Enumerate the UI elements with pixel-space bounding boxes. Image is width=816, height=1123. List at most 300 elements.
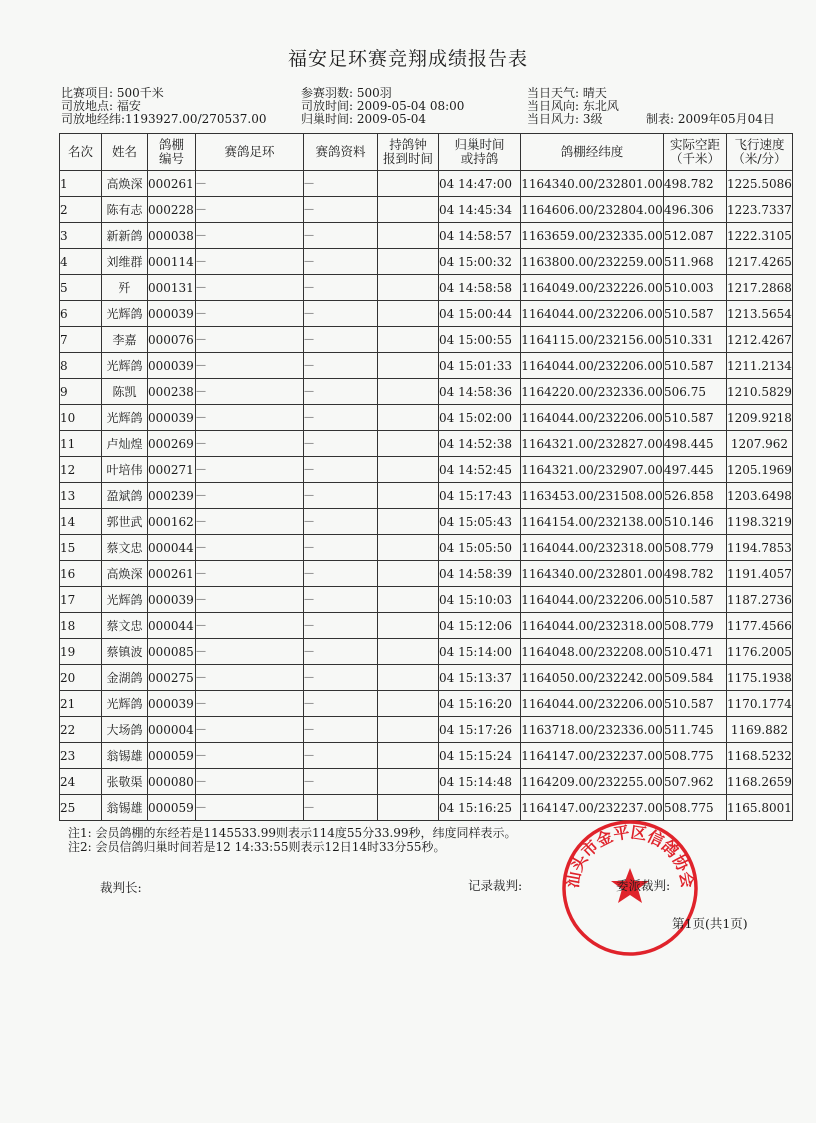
cell-ring: — (196, 691, 304, 717)
cell-clock (378, 717, 439, 743)
cell-loft: 000059 (148, 795, 196, 821)
cell-ring: — (196, 639, 304, 665)
cell-clock (378, 327, 439, 353)
cell-rank: 15 (60, 535, 102, 561)
cell-ring: — (196, 275, 304, 301)
seal-text: 汕头市金平区信鸽协会 (562, 822, 698, 890)
table-row (60, 795, 793, 821)
cell-info: — (304, 795, 378, 821)
cell-name: 卢灿煌 (102, 431, 148, 457)
cell-rank: 19 (60, 639, 102, 665)
cell-speed: 1207.962 (727, 431, 793, 457)
table-row (60, 275, 793, 301)
table-row (60, 405, 793, 431)
cell-info: — (304, 691, 378, 717)
cell-loft: 000039 (148, 301, 196, 327)
cell-loft: 000228 (148, 197, 196, 223)
table-row (60, 353, 793, 379)
cell-speed: 1209.9218 (727, 405, 793, 431)
table-row (60, 483, 793, 509)
cell-dist: 509.584 (664, 665, 727, 691)
cell-dist: 497.445 (664, 457, 727, 483)
cell-ring: — (196, 509, 304, 535)
meta-release-time: 司放时间: 2009-05-04 08:00 (301, 99, 465, 113)
cell-ring: — (196, 249, 304, 275)
cell-arrival: 04 14:52:45 (439, 457, 521, 483)
cell-clock (378, 587, 439, 613)
cell-clock (378, 613, 439, 639)
cell-rank: 21 (60, 691, 102, 717)
dispatch-label: 委派裁判: (616, 878, 671, 893)
table-row (60, 457, 793, 483)
cell-ring: — (196, 327, 304, 353)
cell-arrival: 04 14:52:38 (439, 431, 521, 457)
cell-coords: 1164147.00/232237.00 (521, 795, 664, 821)
cell-dist: 498.445 (664, 431, 727, 457)
cell-speed: 1217.4265 (727, 249, 793, 275)
cell-coords: 1164321.00/232827.00 (521, 431, 664, 457)
meta-release-place: 司放地点: 福安 (61, 99, 141, 113)
cell-ring: — (196, 561, 304, 587)
cell-ring: — (196, 431, 304, 457)
cell-name: 光辉鸽 (102, 587, 148, 613)
note-1: 注1: 会员鸽棚的东经若是1145533.99则表示114度55分33.99秒，纬度同样表示。 (68, 826, 517, 840)
cell-clock (378, 301, 439, 327)
table-row (60, 665, 793, 691)
table-row (60, 613, 793, 639)
cell-ring: — (196, 353, 304, 379)
cell-rank: 13 (60, 483, 102, 509)
cell-loft: 000080 (148, 769, 196, 795)
cell-name: 金湖鸽 (102, 665, 148, 691)
cell-coords: 1164115.00/232156.00 (521, 327, 664, 353)
cell-ring: — (196, 587, 304, 613)
cell-rank: 7 (60, 327, 102, 353)
meta-entries: 参赛羽数: 500羽 (301, 86, 392, 100)
cell-dist: 510.587 (664, 353, 727, 379)
cell-speed: 1176.2005 (727, 639, 793, 665)
cell-ring: — (196, 613, 304, 639)
cell-ring: — (196, 717, 304, 743)
cell-clock (378, 249, 439, 275)
cell-rank: 6 (60, 301, 102, 327)
cell-arrival: 04 15:10:03 (439, 587, 521, 613)
cell-dist: 508.775 (664, 795, 727, 821)
cell-arrival: 04 15:05:50 (439, 535, 521, 561)
cell-dist: 508.775 (664, 743, 727, 769)
header-info: 赛鸽资料 (304, 134, 378, 171)
cell-coords: 1164044.00/232206.00 (521, 301, 664, 327)
header-arrival: 归巢时间 或持鸽 (439, 134, 521, 171)
cell-speed: 1203.6498 (727, 483, 793, 509)
cell-rank: 10 (60, 405, 102, 431)
cell-info: — (304, 665, 378, 691)
cell-clock (378, 171, 439, 197)
cell-name: 歼 (102, 275, 148, 301)
cell-info: — (304, 509, 378, 535)
header-coords: 鸽棚经纬度 (521, 134, 664, 171)
cell-rank: 24 (60, 769, 102, 795)
cell-dist: 510.587 (664, 405, 727, 431)
cell-info: — (304, 483, 378, 509)
cell-name: 盈斌鸽 (102, 483, 148, 509)
cell-speed: 1223.7337 (727, 197, 793, 223)
header-clock: 持鸽钟 报到时间 (378, 134, 439, 171)
table-row (60, 223, 793, 249)
cell-dist: 511.745 (664, 717, 727, 743)
cell-dist: 510.587 (664, 301, 727, 327)
header-loft: 鸽棚 编号 (148, 134, 196, 171)
cell-ring: — (196, 795, 304, 821)
cell-name: 叶培伟 (102, 457, 148, 483)
cell-dist: 510.587 (664, 587, 727, 613)
cell-info: — (304, 639, 378, 665)
cell-clock (378, 379, 439, 405)
cell-coords: 1164340.00/232801.00 (521, 171, 664, 197)
cell-dist: 512.087 (664, 223, 727, 249)
cell-info: — (304, 353, 378, 379)
meta-weather: 当日天气: 晴天 (527, 86, 607, 100)
cell-clock (378, 535, 439, 561)
cell-arrival: 04 14:47:00 (439, 171, 521, 197)
cell-info: — (304, 743, 378, 769)
cell-info: — (304, 223, 378, 249)
cell-arrival: 04 14:58:58 (439, 275, 521, 301)
cell-rank: 2 (60, 197, 102, 223)
cell-loft: 000039 (148, 587, 196, 613)
cell-name: 翁锡雄 (102, 743, 148, 769)
cell-clock (378, 639, 439, 665)
cell-coords: 1164044.00/232318.00 (521, 535, 664, 561)
cell-clock (378, 197, 439, 223)
cell-loft: 000275 (148, 665, 196, 691)
cell-arrival: 04 15:17:26 (439, 717, 521, 743)
cell-name: 蔡镇波 (102, 639, 148, 665)
cell-speed: 1212.4267 (727, 327, 793, 353)
cell-loft: 000131 (148, 275, 196, 301)
cell-name: 新新鸽 (102, 223, 148, 249)
cell-info: — (304, 561, 378, 587)
cell-name: 蔡文忠 (102, 535, 148, 561)
cell-info: — (304, 171, 378, 197)
cell-ring: — (196, 379, 304, 405)
table-row (60, 561, 793, 587)
cell-arrival: 04 15:02:00 (439, 405, 521, 431)
table-row (60, 509, 793, 535)
cell-coords: 1163718.00/232336.00 (521, 717, 664, 743)
cell-clock (378, 769, 439, 795)
cell-info: — (304, 327, 378, 353)
cell-ring: — (196, 197, 304, 223)
table-row (60, 171, 793, 197)
cell-loft: 000039 (148, 405, 196, 431)
cell-arrival: 04 15:05:43 (439, 509, 521, 535)
cell-arrival: 04 15:13:37 (439, 665, 521, 691)
cell-coords: 1164321.00/232907.00 (521, 457, 664, 483)
cell-info: — (304, 457, 378, 483)
cell-coords: 1164049.00/232226.00 (521, 275, 664, 301)
cell-dist: 510.331 (664, 327, 727, 353)
cell-speed: 1168.5232 (727, 743, 793, 769)
cell-info: — (304, 379, 378, 405)
cell-name: 陈有志 (102, 197, 148, 223)
cell-ring: — (196, 223, 304, 249)
cell-coords: 1164154.00/232138.00 (521, 509, 664, 535)
cell-speed: 1191.4057 (727, 561, 793, 587)
cell-loft: 000004 (148, 717, 196, 743)
cell-ring: — (196, 457, 304, 483)
cell-arrival: 04 15:01:33 (439, 353, 521, 379)
cell-ring: — (196, 665, 304, 691)
cell-clock (378, 275, 439, 301)
header-speed: 飞行速度 （米/分） (727, 134, 793, 171)
cell-clock (378, 405, 439, 431)
cell-loft: 000059 (148, 743, 196, 769)
cell-clock (378, 561, 439, 587)
meta-wind-force: 当日风力: 3级 (527, 112, 603, 126)
cell-arrival: 04 15:16:20 (439, 691, 521, 717)
cell-coords: 1164050.00/232242.00 (521, 665, 664, 691)
cell-info: — (304, 431, 378, 457)
table-row (60, 431, 793, 457)
table-row (60, 587, 793, 613)
cell-name: 光辉鸽 (102, 691, 148, 717)
header-rank: 名次 (60, 134, 102, 171)
cell-info: — (304, 405, 378, 431)
cell-loft: 000085 (148, 639, 196, 665)
cell-rank: 12 (60, 457, 102, 483)
cell-clock (378, 743, 439, 769)
cell-speed: 1205.1969 (727, 457, 793, 483)
meta-release-coords: 司放地经纬:1193927.00/270537.00 (61, 112, 267, 126)
table-row (60, 535, 793, 561)
cell-rank: 17 (60, 587, 102, 613)
cell-coords: 1164209.00/232255.00 (521, 769, 664, 795)
results-table (59, 133, 793, 821)
cell-coords: 1164044.00/232318.00 (521, 613, 664, 639)
cell-name: 翁锡雄 (102, 795, 148, 821)
cell-info: — (304, 301, 378, 327)
cell-speed: 1177.4566 (727, 613, 793, 639)
cell-name: 郭世武 (102, 509, 148, 535)
cell-arrival: 04 15:12:06 (439, 613, 521, 639)
cell-speed: 1175.1938 (727, 665, 793, 691)
cell-clock (378, 431, 439, 457)
cell-rank: 18 (60, 613, 102, 639)
cell-arrival: 04 14:58:36 (439, 379, 521, 405)
cell-name: 张敬渠 (102, 769, 148, 795)
cell-speed: 1165.8001 (727, 795, 793, 821)
cell-coords: 1163800.00/232259.00 (521, 249, 664, 275)
cell-info: — (304, 249, 378, 275)
table-row (60, 249, 793, 275)
cell-ring: — (196, 743, 304, 769)
cell-ring: — (196, 769, 304, 795)
cell-ring: — (196, 171, 304, 197)
cell-coords: 1163659.00/232335.00 (521, 223, 664, 249)
cell-rank: 1 (60, 171, 102, 197)
table-row (60, 327, 793, 353)
cell-rank: 5 (60, 275, 102, 301)
cell-speed: 1198.3219 (727, 509, 793, 535)
cell-arrival: 04 14:58:57 (439, 223, 521, 249)
cell-dist: 510.587 (664, 691, 727, 717)
cell-info: — (304, 275, 378, 301)
cell-dist: 508.779 (664, 613, 727, 639)
cell-name: 光辉鸽 (102, 301, 148, 327)
cell-rank: 3 (60, 223, 102, 249)
cell-dist: 526.858 (664, 483, 727, 509)
cell-loft: 000162 (148, 509, 196, 535)
cell-clock (378, 509, 439, 535)
cell-speed: 1168.2659 (727, 769, 793, 795)
cell-arrival: 04 15:00:55 (439, 327, 521, 353)
meta-event: 比赛项目: 500千米 (61, 86, 164, 100)
cell-loft: 000269 (148, 431, 196, 457)
cell-speed: 1169.882 (727, 717, 793, 743)
cell-rank: 9 (60, 379, 102, 405)
cell-coords: 1164340.00/232801.00 (521, 561, 664, 587)
cell-loft: 000238 (148, 379, 196, 405)
cell-clock (378, 691, 439, 717)
cell-speed: 1210.5829 (727, 379, 793, 405)
cell-arrival: 04 15:17:43 (439, 483, 521, 509)
cell-loft: 000239 (148, 483, 196, 509)
cell-loft: 000044 (148, 535, 196, 561)
report-title: 福安足环赛竞翔成绩报告表 (287, 48, 528, 70)
cell-speed: 1225.5086 (727, 171, 793, 197)
cell-arrival: 04 15:00:32 (439, 249, 521, 275)
cell-info: — (304, 717, 378, 743)
cell-rank: 4 (60, 249, 102, 275)
cell-coords: 1164044.00/232206.00 (521, 353, 664, 379)
cell-name: 陈凯 (102, 379, 148, 405)
table-row (60, 197, 793, 223)
cell-rank: 20 (60, 665, 102, 691)
cell-loft: 000038 (148, 223, 196, 249)
note-2: 注2: 会员信鸽归巢时间若是12 14:33:55则表示12日14时33分55秒。 (68, 840, 446, 854)
cell-info: — (304, 535, 378, 561)
cell-rank: 14 (60, 509, 102, 535)
cell-dist: 506.75 (664, 379, 727, 405)
cell-coords: 1164220.00/232336.00 (521, 379, 664, 405)
cell-loft: 000039 (148, 691, 196, 717)
cell-arrival: 04 14:45:34 (439, 197, 521, 223)
cell-name: 光辉鸽 (102, 405, 148, 431)
cell-dist: 507.962 (664, 769, 727, 795)
cell-clock (378, 795, 439, 821)
cell-rank: 25 (60, 795, 102, 821)
meta-wind-direction: 当日风向: 东北风 (527, 99, 619, 113)
cell-clock (378, 223, 439, 249)
cell-arrival: 04 14:58:39 (439, 561, 521, 587)
cell-dist: 510.003 (664, 275, 727, 301)
cell-arrival: 04 15:14:00 (439, 639, 521, 665)
table-row (60, 717, 793, 743)
cell-speed: 1222.3105 (727, 223, 793, 249)
cell-ring: — (196, 405, 304, 431)
cell-coords: 1164147.00/232237.00 (521, 743, 664, 769)
cell-coords: 1163453.00/231508.00 (521, 483, 664, 509)
cell-speed: 1194.7853 (727, 535, 793, 561)
cell-info: — (304, 587, 378, 613)
cell-info: — (304, 613, 378, 639)
cell-coords: 1164044.00/232206.00 (521, 405, 664, 431)
cell-name: 刘维群 (102, 249, 148, 275)
cell-arrival: 04 15:14:48 (439, 769, 521, 795)
cell-loft: 000261 (148, 561, 196, 587)
cell-clock (378, 483, 439, 509)
cell-ring: — (196, 535, 304, 561)
cell-name: 高焕深 (102, 171, 148, 197)
cell-info: — (304, 769, 378, 795)
cell-coords: 1164044.00/232206.00 (521, 691, 664, 717)
recorder-label: 记录裁判: (468, 878, 523, 893)
cell-coords: 1164606.00/232804.00 (521, 197, 664, 223)
cell-ring: — (196, 483, 304, 509)
cell-name: 高焕深 (102, 561, 148, 587)
header-ring: 赛鸽足环 (196, 134, 304, 171)
table-row (60, 691, 793, 717)
cell-arrival: 04 15:00:44 (439, 301, 521, 327)
cell-name: 大场鸽 (102, 717, 148, 743)
cell-speed: 1211.2134 (727, 353, 793, 379)
cell-loft: 000261 (148, 171, 196, 197)
table-row (60, 743, 793, 769)
cell-rank: 22 (60, 717, 102, 743)
cell-coords: 1164044.00/232206.00 (521, 587, 664, 613)
meta-made-date: 制表: 2009年05月04日 (646, 112, 775, 126)
cell-speed: 1213.5654 (727, 301, 793, 327)
cell-clock (378, 457, 439, 483)
cell-name: 光辉鸽 (102, 353, 148, 379)
meta-return-date: 归巢时间: 2009-05-04 (301, 112, 427, 126)
page-number: 第1页(共1页) (672, 916, 748, 931)
cell-dist: 508.779 (664, 535, 727, 561)
cell-ring: — (196, 301, 304, 327)
cell-rank: 8 (60, 353, 102, 379)
cell-dist: 510.146 (664, 509, 727, 535)
cell-rank: 11 (60, 431, 102, 457)
cell-dist: 498.782 (664, 171, 727, 197)
cell-name: 李嘉 (102, 327, 148, 353)
table-row (60, 639, 793, 665)
cell-dist: 496.306 (664, 197, 727, 223)
table-row (60, 379, 793, 405)
cell-name: 蔡文忠 (102, 613, 148, 639)
table-row (60, 301, 793, 327)
cell-loft: 000039 (148, 353, 196, 379)
cell-info: — (304, 197, 378, 223)
referee-label: 裁判长: (100, 880, 142, 895)
cell-arrival: 04 15:16:25 (439, 795, 521, 821)
header-distance: 实际空距 （千米） (664, 134, 727, 171)
cell-speed: 1187.2736 (727, 587, 793, 613)
cell-clock (378, 665, 439, 691)
cell-dist: 498.782 (664, 561, 727, 587)
cell-clock (378, 353, 439, 379)
cell-rank: 16 (60, 561, 102, 587)
header-name: 姓名 (102, 134, 148, 171)
cell-loft: 000076 (148, 327, 196, 353)
cell-coords: 1164048.00/232208.00 (521, 639, 664, 665)
cell-loft: 000271 (148, 457, 196, 483)
cell-loft: 000114 (148, 249, 196, 275)
cell-dist: 511.968 (664, 249, 727, 275)
cell-loft: 000044 (148, 613, 196, 639)
cell-speed: 1217.2868 (727, 275, 793, 301)
cell-arrival: 04 15:15:24 (439, 743, 521, 769)
